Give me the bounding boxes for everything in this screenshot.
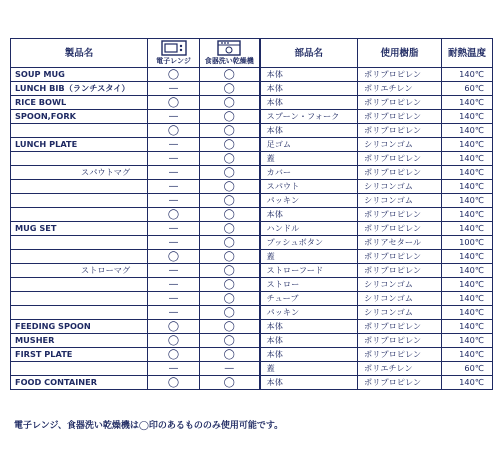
product-cell	[11, 124, 148, 138]
header-heat: 耐熱温度	[442, 39, 493, 68]
temp-cell: 140℃	[442, 152, 493, 166]
dishwasher-cell: ◯	[200, 250, 260, 264]
dishwasher-cell: ◯	[200, 306, 260, 320]
resin-cell: ポリプロピレン	[358, 124, 442, 138]
part-cell: パッキン	[260, 194, 358, 208]
resin-cell: ポリプロピレン	[358, 222, 442, 236]
part-cell: 本体	[260, 68, 358, 82]
product-cell: LUNCH BIB（ランチスタイ）	[11, 82, 148, 96]
resin-cell: ポリエチレン	[358, 362, 442, 376]
temp-cell: 140℃	[442, 292, 493, 306]
part-cell: ストロー	[260, 278, 358, 292]
dishwasher-cell: ◯	[200, 166, 260, 180]
part-cell: 本体	[260, 348, 358, 362]
product-cell: MUG SET	[11, 222, 148, 236]
table-row	[11, 348, 493, 362]
table-body	[11, 68, 493, 390]
dishwasher-cell: ◯	[200, 320, 260, 334]
microwave-cell: ◯	[148, 376, 200, 390]
resin-cell: ポリプロピレン	[358, 320, 442, 334]
temp-cell: 140℃	[442, 138, 493, 152]
dishwasher-cell: ◯	[200, 292, 260, 306]
part-cell: 本体	[260, 82, 358, 96]
table-row	[11, 278, 493, 292]
header-row	[11, 39, 493, 68]
microwave-cell: —	[148, 264, 200, 278]
part-cell: 本体	[260, 376, 358, 390]
dishwasher-cell: ◯	[200, 110, 260, 124]
temp-cell: 140℃	[442, 348, 493, 362]
microwave-cell: ◯	[148, 334, 200, 348]
part-cell: 本体	[260, 96, 358, 110]
header-product: 製品名	[11, 39, 148, 68]
microwave-cell: ◯	[148, 250, 200, 264]
microwave-cell: ◯	[148, 124, 200, 138]
part-cell: パッキン	[260, 306, 358, 320]
product-cell: SOUP MUG	[11, 68, 148, 82]
resin-cell: シリコンゴム	[358, 138, 442, 152]
dishwasher-cell: ◯	[200, 152, 260, 166]
dishwasher-cell: ◯	[200, 376, 260, 390]
part-cell: チューブ	[260, 292, 358, 306]
product-cell: FEEDING SPOON	[11, 320, 148, 334]
part-cell: 蓋	[260, 152, 358, 166]
temp-cell: 140℃	[442, 306, 493, 320]
part-cell: 本体	[260, 320, 358, 334]
part-cell: カバー	[260, 166, 358, 180]
temp-cell: 140℃	[442, 180, 493, 194]
table-row	[11, 376, 493, 390]
dishwasher-cell: ◯	[200, 208, 260, 222]
microwave-cell: —	[148, 152, 200, 166]
part-cell: 本体	[260, 124, 358, 138]
resin-cell: ポリプロピレン	[358, 264, 442, 278]
resin-cell: ポリプロピレン	[358, 376, 442, 390]
microwave-cell: ◯	[148, 68, 200, 82]
part-cell: スパウト	[260, 180, 358, 194]
resin-cell: ポリプロピレン	[358, 250, 442, 264]
part-cell: 蓋	[260, 362, 358, 376]
microwave-cell: —	[148, 306, 200, 320]
temp-cell: 60℃	[442, 362, 493, 376]
product-cell: LUNCH PLATE	[11, 138, 148, 152]
table-row	[11, 306, 493, 320]
dishwasher-cell: ◯	[200, 96, 260, 110]
resin-cell: シリコンゴム	[358, 292, 442, 306]
table-row	[11, 138, 493, 152]
microwave-cell: —	[148, 362, 200, 376]
part-cell: プッシュボタン	[260, 236, 358, 250]
part-cell: 足ゴム	[260, 138, 358, 152]
product-cell	[11, 152, 148, 166]
resin-cell: シリコンゴム	[358, 306, 442, 320]
temp-cell: 140℃	[442, 376, 493, 390]
temp-cell: 140℃	[442, 250, 493, 264]
part-cell: 本体	[260, 334, 358, 348]
product-cell: SPOON,FORK	[11, 110, 148, 124]
table-row	[11, 194, 493, 208]
table-row	[11, 166, 493, 180]
temp-cell: 140℃	[442, 166, 493, 180]
header-resin: 使用樹脂	[358, 39, 442, 68]
temp-cell: 140℃	[442, 208, 493, 222]
dishwasher-cell: ◯	[200, 180, 260, 194]
microwave-cell: ◯	[148, 320, 200, 334]
product-cell: FOOD CONTAINER	[11, 376, 148, 390]
table-row	[11, 68, 493, 82]
microwave-cell: —	[148, 166, 200, 180]
product-cell: FIRST PLATE	[11, 348, 148, 362]
product-cell	[11, 278, 148, 292]
table-row	[11, 334, 493, 348]
dishwasher-cell: ◯	[200, 82, 260, 96]
microwave-cell: —	[148, 278, 200, 292]
resin-cell: ポリプロピレン	[358, 110, 442, 124]
resin-cell: ポリプロピレン	[358, 96, 442, 110]
temp-cell: 140℃	[442, 320, 493, 334]
product-cell: MUSHER	[11, 334, 148, 348]
temp-cell: 140℃	[442, 124, 493, 138]
temp-cell: 140℃	[442, 96, 493, 110]
table-row	[11, 320, 493, 334]
table-row	[11, 96, 493, 110]
table-row	[11, 82, 493, 96]
resin-cell: ポリプロピレン	[358, 208, 442, 222]
resin-cell: ポリアセタール	[358, 236, 442, 250]
microwave-cell: —	[148, 138, 200, 152]
resin-cell: ポリプロピレン	[358, 166, 442, 180]
temp-cell: 140℃	[442, 110, 493, 124]
microwave-cell: —	[148, 236, 200, 250]
product-cell	[11, 180, 148, 194]
usage-note: 電子レンジ、食器洗い乾燥機は◯印のあるもののみ使用可能です。	[14, 421, 284, 431]
table-row	[11, 180, 493, 194]
temp-cell: 60℃	[442, 82, 493, 96]
dishwasher-cell: ◯	[200, 124, 260, 138]
microwave-cell: —	[148, 82, 200, 96]
dishwasher-icon	[217, 40, 241, 56]
dishwasher-cell: ◯	[200, 264, 260, 278]
compatibility-table	[10, 38, 493, 390]
part-cell: スプーン・フォーク	[260, 110, 358, 124]
header-dishwasher	[200, 39, 260, 68]
table-row	[11, 264, 493, 278]
microwave-cell: —	[148, 110, 200, 124]
product-cell	[11, 250, 148, 264]
dishwasher-cell: ◯	[200, 348, 260, 362]
temp-cell: 140℃	[442, 264, 493, 278]
product-cell	[11, 362, 148, 376]
temp-cell: 140℃	[442, 222, 493, 236]
temp-cell: 140℃	[442, 278, 493, 292]
resin-cell: ポリプロピレン	[358, 68, 442, 82]
product-cell: ストローマグ	[11, 264, 148, 278]
dishwasher-cell: ◯	[200, 138, 260, 152]
part-cell: 本体	[260, 208, 358, 222]
table-row	[11, 362, 493, 376]
microwave-cell: ◯	[148, 96, 200, 110]
resin-cell: シリコンゴム	[358, 278, 442, 292]
table-row	[11, 152, 493, 166]
dishwasher-cell: —	[200, 362, 260, 376]
dishwasher-cell: ◯	[200, 68, 260, 82]
product-cell	[11, 236, 148, 250]
resin-cell: シリコンゴム	[358, 180, 442, 194]
table-row	[11, 236, 493, 250]
compatibility-table-wrapper	[10, 38, 492, 390]
table-row	[11, 124, 493, 138]
header-microwave-label: 電子レンジ	[156, 57, 191, 65]
temp-cell: 140℃	[442, 334, 493, 348]
resin-cell: ポリエチレン	[358, 82, 442, 96]
table-row	[11, 250, 493, 264]
temp-cell: 140℃	[442, 194, 493, 208]
dishwasher-cell: ◯	[200, 194, 260, 208]
resin-cell: ポリプロピレン	[358, 348, 442, 362]
table-row	[11, 222, 493, 236]
product-cell: RICE BOWL	[11, 96, 148, 110]
dishwasher-cell: ◯	[200, 222, 260, 236]
microwave-cell: —	[148, 222, 200, 236]
table-row	[11, 292, 493, 306]
resin-cell: シリコンゴム	[358, 194, 442, 208]
microwave-icon	[161, 40, 187, 56]
product-cell	[11, 306, 148, 320]
header-microwave	[148, 39, 200, 68]
header-part: 部品名	[260, 39, 358, 68]
temp-cell: 140℃	[442, 68, 493, 82]
table-row	[11, 208, 493, 222]
product-cell	[11, 194, 148, 208]
microwave-cell: ◯	[148, 208, 200, 222]
dishwasher-cell: ◯	[200, 278, 260, 292]
microwave-cell: —	[148, 194, 200, 208]
microwave-cell: —	[148, 292, 200, 306]
part-cell: ストローフード	[260, 264, 358, 278]
dishwasher-cell: ◯	[200, 236, 260, 250]
product-cell	[11, 292, 148, 306]
header-dishwasher-label: 食器洗い乾燥機	[204, 57, 254, 65]
dishwasher-cell: ◯	[200, 334, 260, 348]
product-cell: スパウトマグ	[11, 166, 148, 180]
resin-cell: ポリプロピレン	[358, 334, 442, 348]
temp-cell: 100℃	[442, 236, 493, 250]
microwave-cell: ◯	[148, 348, 200, 362]
resin-cell: ポリプロピレン	[358, 152, 442, 166]
product-cell	[11, 208, 148, 222]
part-cell: 蓋	[260, 250, 358, 264]
part-cell: ハンドル	[260, 222, 358, 236]
table-row	[11, 110, 493, 124]
microwave-cell: —	[148, 180, 200, 194]
